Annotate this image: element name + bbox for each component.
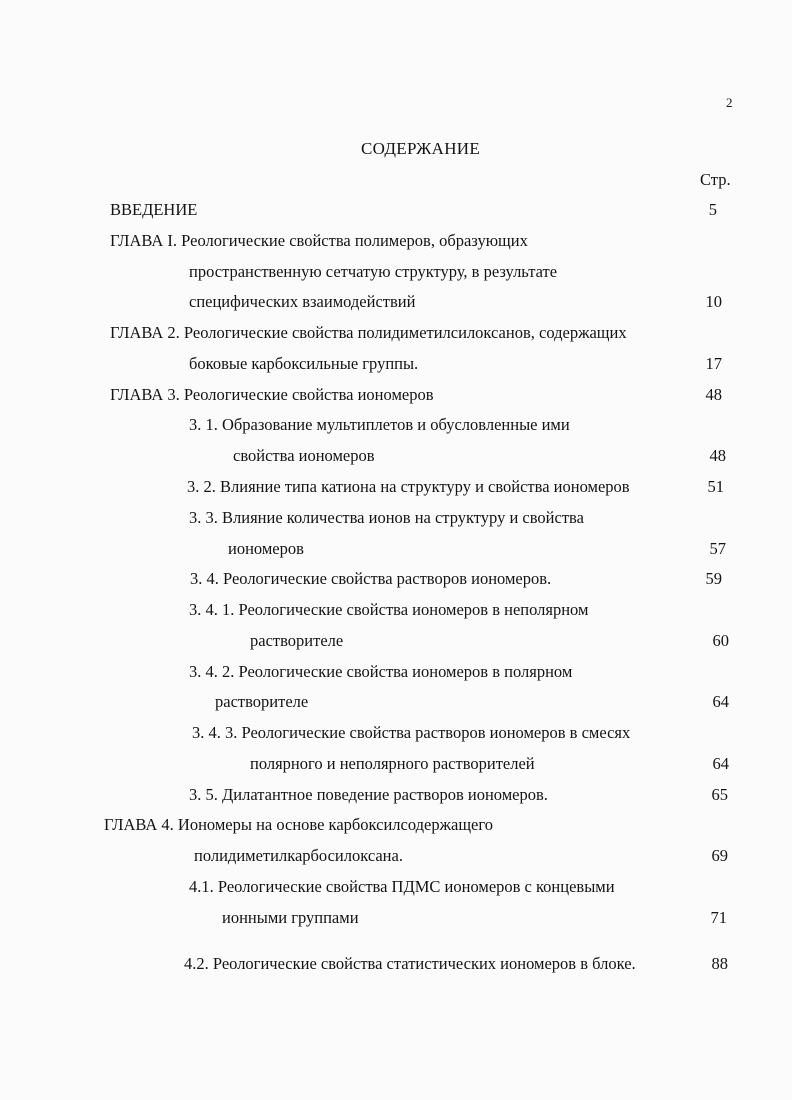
toc-entry-chapter-4-line-2: полидиметилкарбосилоксана.	[194, 846, 403, 865]
toc-page-number: 48	[709, 446, 726, 465]
toc-entry-section-4-2: 4.2. Реологические свойства статистических иономеров в блоке.	[184, 954, 636, 973]
toc-page-number: 88	[711, 954, 728, 973]
toc-entry-chapter-2-line-2: боковые карбоксильные группы.	[189, 354, 419, 373]
toc-entry-section-3-5: 3. 5. Дилатантное поведение растворов иономеров.	[189, 785, 548, 804]
toc-page-number: 71	[710, 908, 727, 927]
toc-entry-section-3-4-3-line-2: полярного и неполярного растворителей	[250, 754, 535, 773]
toc-page-number: 17	[705, 354, 722, 373]
toc-page-number: 59	[705, 569, 722, 588]
toc-page-number: 10	[705, 292, 722, 311]
toc-entry-section-3-1-line-2: свойства иономеров	[233, 446, 375, 465]
toc-entry-chapter-3: ГЛАВА 3. Реологические свойства иономеров	[110, 385, 434, 404]
toc-entry-section-4-1: 4.1. Реологические свойства ПДМС иономеров с концевыми	[189, 877, 615, 896]
toc-page-number: 65	[711, 785, 728, 804]
toc-entry-chapter-4: ГЛАВА 4. Иономеры на основе карбоксилсодержащего	[104, 815, 493, 834]
toc-page-number: 69	[711, 846, 728, 865]
toc-entry-chapter-2: ГЛАВА 2. Реологические свойства полидиметилсилоксанов, содержащих	[110, 323, 627, 342]
page-title: СОДЕРЖАНИЕ	[361, 139, 481, 158]
toc-page-number: 51	[707, 477, 724, 496]
toc-page-number: 64	[712, 754, 729, 773]
page-column-header: Стр.	[700, 170, 731, 189]
toc-entry-section-3-3: 3. 3. Влияние количества ионов на структуру и свойства	[189, 508, 584, 527]
toc-entry-section-4-1-line-2: ионными группами	[222, 908, 359, 927]
toc-entry-section-3-2: 3. 2. Влияние типа катиона на структуру и свойства иономеров	[187, 477, 630, 496]
toc-entry-introduction: ВВЕДЕНИЕ	[110, 200, 198, 219]
toc-page-number: 64	[712, 692, 729, 711]
toc-page-number: 5	[708, 200, 717, 219]
toc-page-number: 60	[712, 631, 729, 650]
toc-entry-section-3-4-2: 3. 4. 2. Реологические свойства иономеров в полярном	[189, 662, 573, 681]
toc-page-number: 48	[705, 385, 722, 404]
toc-entry-section-3-4-1-line-2: растворителе	[250, 631, 344, 650]
toc-entry-section-3-4-3: 3. 4. 3. Реологические свойства растворов иономеров в смесях	[192, 723, 631, 742]
toc-entry-chapter-1: ГЛАВА I. Реологические свойства полимеров, образующих	[110, 231, 528, 250]
toc-entry-section-3-1: 3. 1. Образование мультиплетов и обусловленные ими	[189, 415, 570, 434]
toc-page-number: 57	[709, 539, 726, 558]
toc-entry-section-3-3-line-2: иономеров	[228, 539, 304, 558]
toc-entry-chapter-1-line-3: специфических взаимодействий	[189, 292, 416, 311]
toc-entry-section-3-4-2-line-2: растворителе	[215, 692, 309, 711]
toc-entry-section-3-4-1: 3. 4. 1. Реологические свойства иономеров в неполярном	[189, 600, 589, 619]
toc-entry-chapter-1-line-2: пространственную сетчатую структуру, в результате	[189, 262, 558, 281]
toc-entry-section-3-4: 3. 4. Реологические свойства растворов иономеров.	[190, 569, 552, 588]
page-number: 2	[726, 95, 733, 110]
